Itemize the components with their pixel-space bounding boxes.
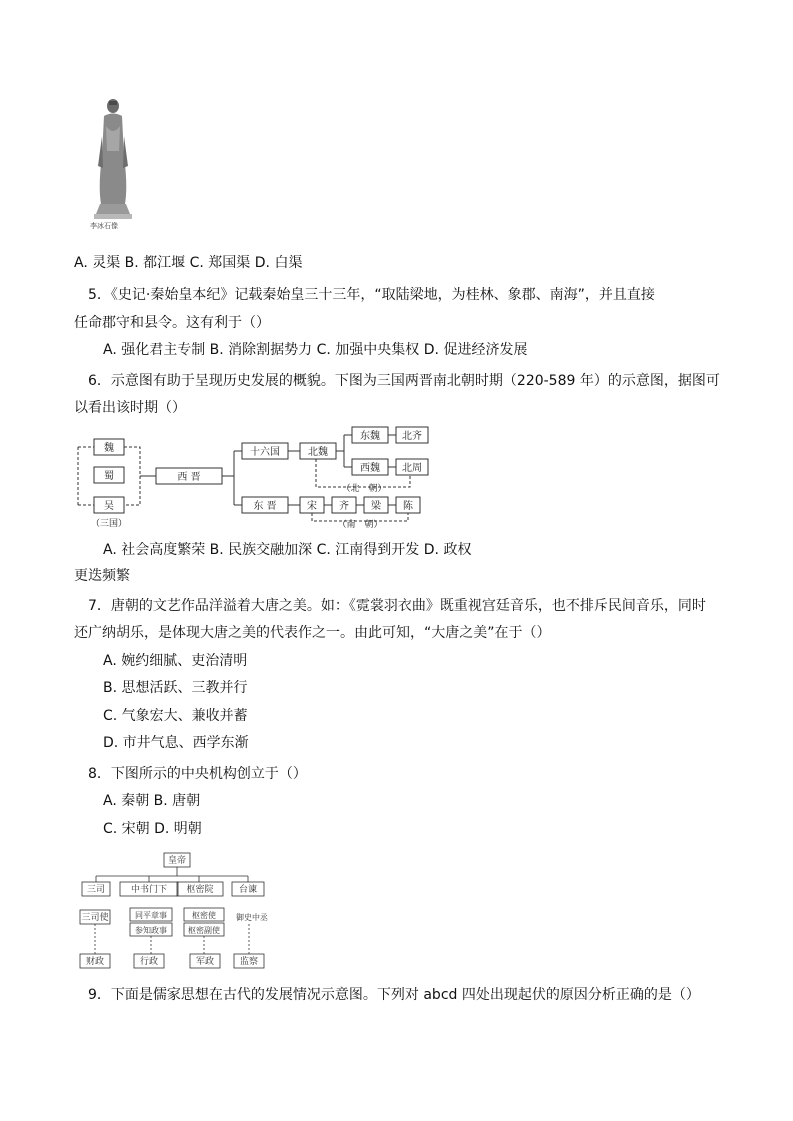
box-xiwei: 西魏 [360,463,380,474]
box-wu: 吴 [104,501,114,512]
q7-option-a: A. 婉约细腻、吏治清明 [103,653,248,669]
box-beizhou: 北周 [402,463,422,474]
label-beichao: （北 朝） [341,484,387,494]
box-xingzheng: 行政 [139,957,159,967]
box-song: 宋 [307,501,317,512]
q6-options-line1: A. 社会高度繁荣 B. 民族交融加深 C. 江南得到开发 D. 政权 [103,542,472,558]
label-nanchao: （南 朝） [337,520,383,530]
box-canzhi: 参知政事 [135,926,167,935]
q8-options-line2: C. 宋朝 D. 明朝 [103,821,202,837]
q6-stem-line1: 6．示意图有助于呈现历史发展的概貌。下图为三国两晋南北朝时期（220-589 年）的示意图，据图可 [88,373,720,389]
label-sanguo: （三国） [90,519,128,529]
box-qi: 齐 [339,501,349,512]
q8-stem: 8．下图所示的中央机构创立于（） [88,766,307,782]
box-taijian: 台谏 [238,885,258,895]
song-central-government-diagram [74,850,274,972]
q7-stem-line1: 7．唐朝的文艺作品洋溢着大唐之美。如：《霓裳羽衣曲》既重视宫廷音乐，也不排斥民间音乐，同时 [88,598,706,614]
q7-option-d: D. 市井气息、西学东渐 [103,735,249,751]
q7-option-b: B. 思想活跃、三教并行 [103,680,248,696]
box-zhongshu: 中书门下 [130,885,168,895]
q7-stem-line2: 还广纳胡乐，是体现大唐之美的代表作之一。由此可知，“大唐之美”在于（） [74,625,551,641]
q6-options-line2: 更迭频繁 [74,568,130,584]
q5-stem-line1: 5．《史记·秦始皇本纪》记载秦始皇三十三年，“取陆梁地，为桂林、象郡、南海”，并且直接 [88,287,655,303]
box-caizheng: 财政 [85,957,105,967]
q9-stem: 9．下面是儒家思想在古代的发展情况示意图。下列对 abcd 四处出现起伏的原因分析正确的是（） [88,987,700,1003]
box-emperor: 皇帝 [167,856,187,866]
q7-option-c: C. 气象宏大、兼收并蓄 [103,708,248,724]
q5-options: A. 强化君主专制 B. 消除割据势力 C. 加强中央集权 D. 促进经济发展 [103,342,528,358]
q8-options-line1: A. 秦朝 B. 唐朝 [103,793,201,809]
label-yushi: 御史中丞 [236,913,268,922]
box-jiancha: 监察 [239,957,259,967]
q6-stem-line2: 以看出该时期（） [74,400,186,416]
box-sansishi: 三司使 [81,913,109,923]
statue-caption: 李冰石像 [90,222,118,230]
box-beiqi: 北齐 [402,431,422,442]
box-shumishi: 枢密使 [192,911,216,920]
box-dongjin: 东 晋 [253,501,277,512]
q5-stem-line2: 任命郡守和县令。这有利于（） [74,315,270,331]
q4-options: A. 灵渠 B. 都江堰 C. 郑国渠 D. 白渠 [74,255,303,271]
dynasty-diagram [74,425,434,530]
box-liang: 梁 [371,501,381,512]
li-bing-statue-image [88,96,138,226]
box-pingzhang: 同平章事 [135,911,167,920]
box-beiwei: 北魏 [308,447,328,458]
box-sansi: 三司 [86,885,106,895]
box-xijin: 西 晋 [177,472,201,483]
box-shumiyuan: 枢密院 [186,885,214,895]
box-junzheng: 军政 [195,957,215,967]
box-shiliuguo: 十六国 [250,447,280,458]
box-wei: 魏 [104,443,114,454]
box-fushi: 枢密副使 [188,926,220,935]
box-chen: 陈 [403,501,413,512]
box-dongwei: 东魏 [360,431,380,442]
box-shu: 蜀 [104,471,114,482]
